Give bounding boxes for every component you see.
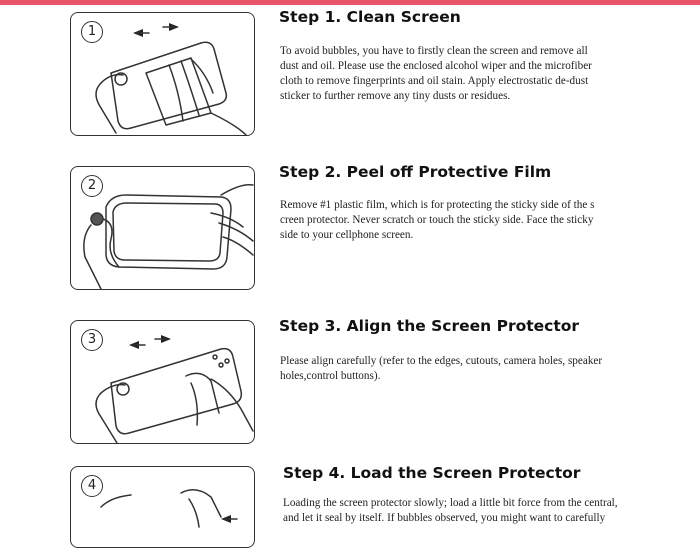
description-line: holes,control buttons). — [280, 370, 381, 382]
step-4-illustration — [70, 466, 255, 548]
description-line: sticker to further remove any tiny dusts or residues. — [280, 90, 511, 102]
step-4-title: Step 4. Load the Screen Protector — [283, 464, 581, 482]
step-number-badge: 2 — [81, 175, 103, 197]
description-line: cloth to remove fingerprints and oil stain. Apply electrostatic de-dust — [280, 75, 589, 87]
step-4-description — [283, 496, 643, 526]
step-2-illustration — [70, 166, 255, 290]
step-1-description — [280, 44, 610, 104]
step-2-description — [280, 198, 610, 243]
description-line: Please align carefully (refer to the edges, cutouts, camera holes, speaker — [280, 355, 603, 367]
step-2-title: Step 2. Peel off Protective Film — [279, 163, 552, 181]
description-line: creen protector. Never scratch or touch the sticky side. Face the sticky — [280, 214, 594, 226]
description-line: dust and oil. Please use the enclosed alcohol wiper and the microfiber — [280, 60, 592, 72]
step-number-badge: 3 — [81, 329, 103, 351]
step-3-illustration — [70, 320, 255, 444]
description-line: Loading the screen protector slowly; load a little bit force from the central, — [283, 497, 618, 509]
step-number-badge: 4 — [81, 475, 103, 497]
description-line: and let it seal by itself. If bubbles observed, you might want to carefully — [283, 512, 606, 524]
step-number-badge: 1 — [81, 21, 103, 43]
description-line: To avoid bubbles, you have to firstly clean the screen and remove all — [280, 45, 588, 57]
step-1-title: Step 1. Clean Screen — [279, 8, 461, 26]
step-3-description — [280, 354, 610, 384]
step-1-illustration — [70, 12, 255, 136]
step-3-title: Step 3. Align the Screen Protector — [279, 317, 580, 335]
description-line: Remove #1 plastic film, which is for protecting the sticky side of the s — [280, 199, 595, 211]
description-line: side to your cellphone screen. — [280, 229, 414, 241]
top-accent-bar — [0, 0, 700, 5]
